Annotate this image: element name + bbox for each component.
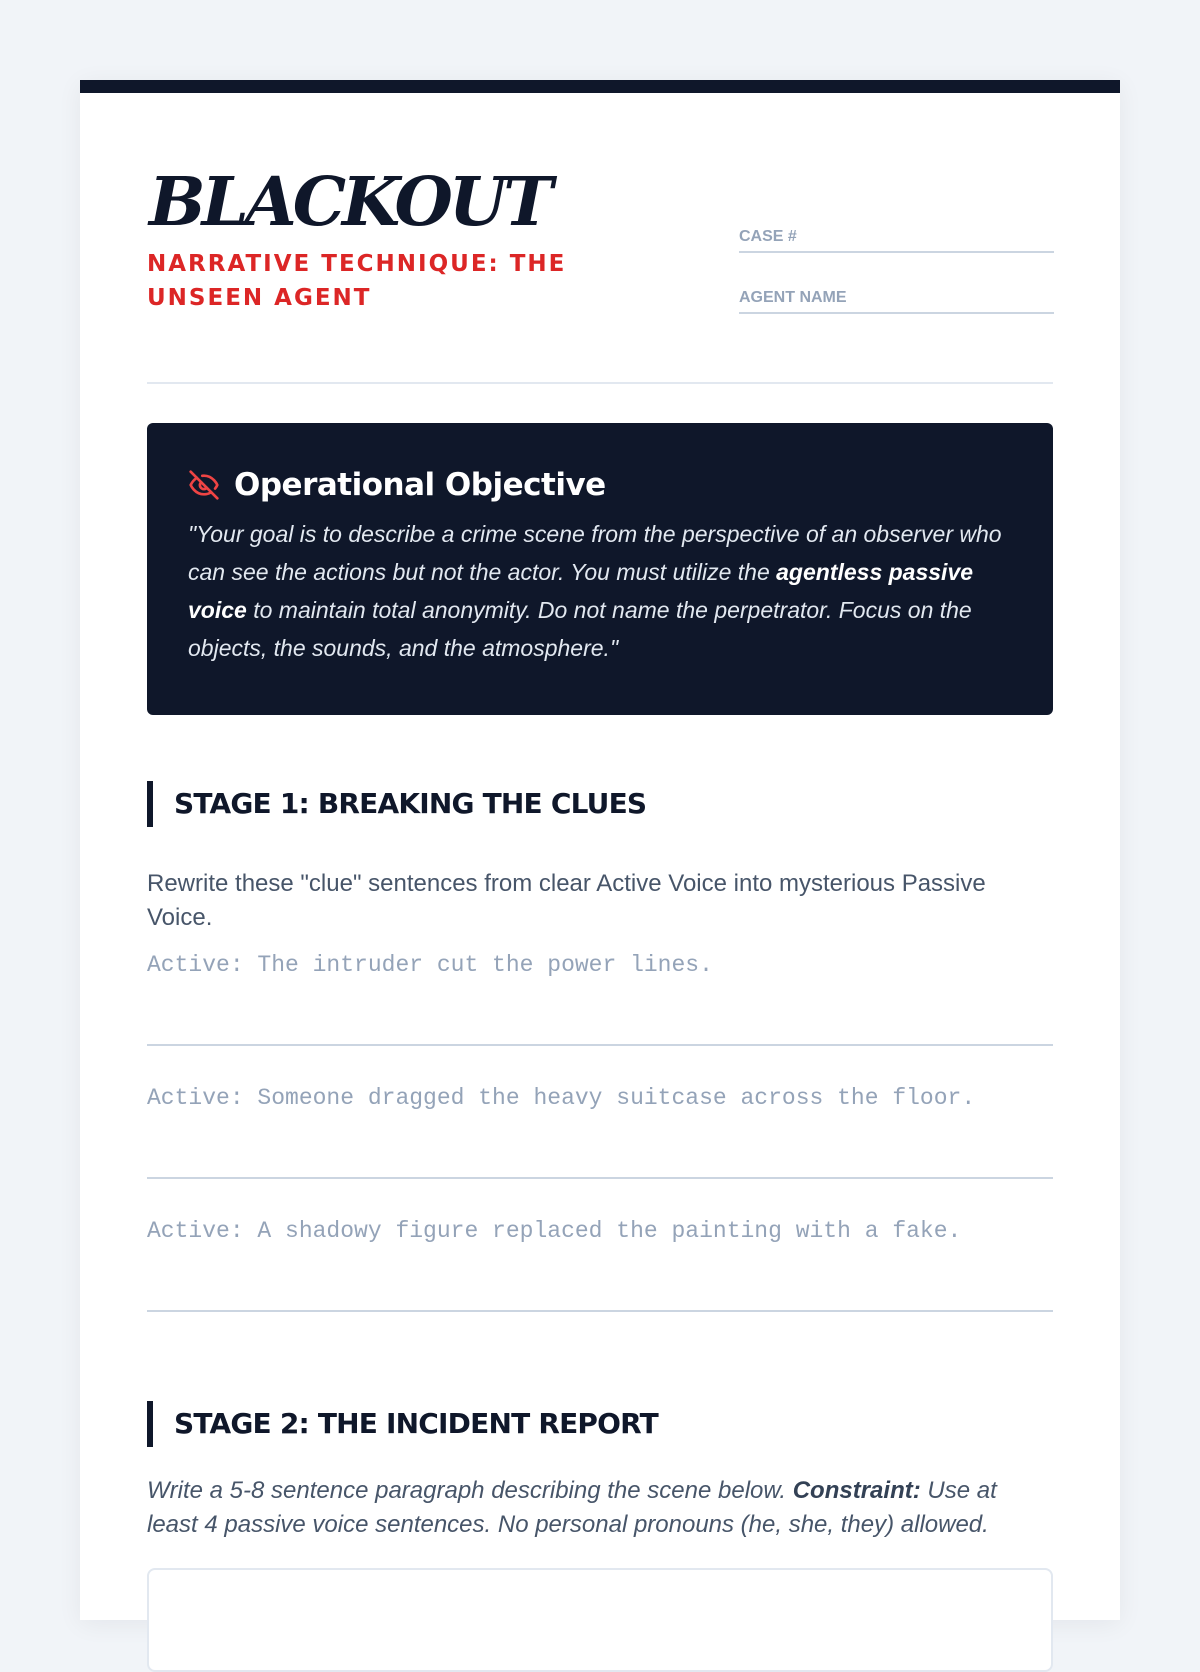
clue-sentence-3: Active: A shadowy figure replaced the painting with a fake. bbox=[147, 1218, 962, 1244]
clue-sentence-1: Active: The intruder cut the power lines. bbox=[147, 952, 713, 978]
clue-answer-line-2[interactable] bbox=[147, 1082, 1053, 1179]
objective-text bbox=[188, 515, 1013, 667]
stage-2-instruction-end: Use at least 4 passive voice sentences. No personal pronouns (he, she, they) allowed. bbox=[147, 1477, 997, 1538]
eye-slash-icon bbox=[188, 469, 220, 501]
objective-box bbox=[147, 423, 1053, 715]
worksheet-page bbox=[80, 80, 1120, 1620]
stage-1-instruction: Rewrite these "clue" sentences from clear Active Voice into mysterious Passive Voice. bbox=[147, 870, 986, 931]
stage-2-heading: STAGE 2: THE INCIDENT REPORT bbox=[147, 1401, 1053, 1447]
worksheet-header bbox=[147, 93, 1053, 384]
clue-answer-line-1[interactable] bbox=[147, 949, 1053, 1046]
stage-2-instruction bbox=[147, 1474, 1053, 1542]
objective-text-emphasis: agentless passive voice bbox=[188, 559, 974, 623]
objective-text-start: "Your goal is to describe a crime scene from the perspective of an observer who can see the actions but not the actor. You must utilize the bbox=[188, 521, 1002, 585]
clue-answer-line-3[interactable] bbox=[147, 1215, 1053, 1312]
scene-description-box[interactable] bbox=[147, 1568, 1053, 1672]
page-subtitle: NARRATIVE TECHNIQUE: THE UNSEEN AGENT bbox=[147, 251, 567, 311]
clue-sentence-2: Active: Someone dragged the heavy suitcase across the floor. bbox=[147, 1085, 976, 1111]
case-number-field[interactable] bbox=[739, 223, 1054, 253]
page-title: BLACKOUT bbox=[149, 162, 550, 241]
stage-2-instruction-start: Write a 5-8 sentence paragraph describing the scene below. bbox=[147, 1477, 793, 1504]
case-number-label: CASE # bbox=[739, 228, 797, 245]
agent-name-label: AGENT NAME bbox=[739, 289, 847, 306]
objective-title: Operational Objective bbox=[234, 467, 606, 503]
agent-name-field[interactable] bbox=[739, 284, 1054, 314]
objective-text-end: to maintain total anonymity. Do not name the perpetrator. Focus on the objects, the sounds, and the atmosphere." bbox=[188, 597, 972, 661]
objective-header bbox=[188, 465, 1013, 505]
constraint-label: Constraint: bbox=[792, 1477, 921, 1504]
stage-1-heading: STAGE 1: BREAKING THE CLUES bbox=[147, 781, 1053, 827]
